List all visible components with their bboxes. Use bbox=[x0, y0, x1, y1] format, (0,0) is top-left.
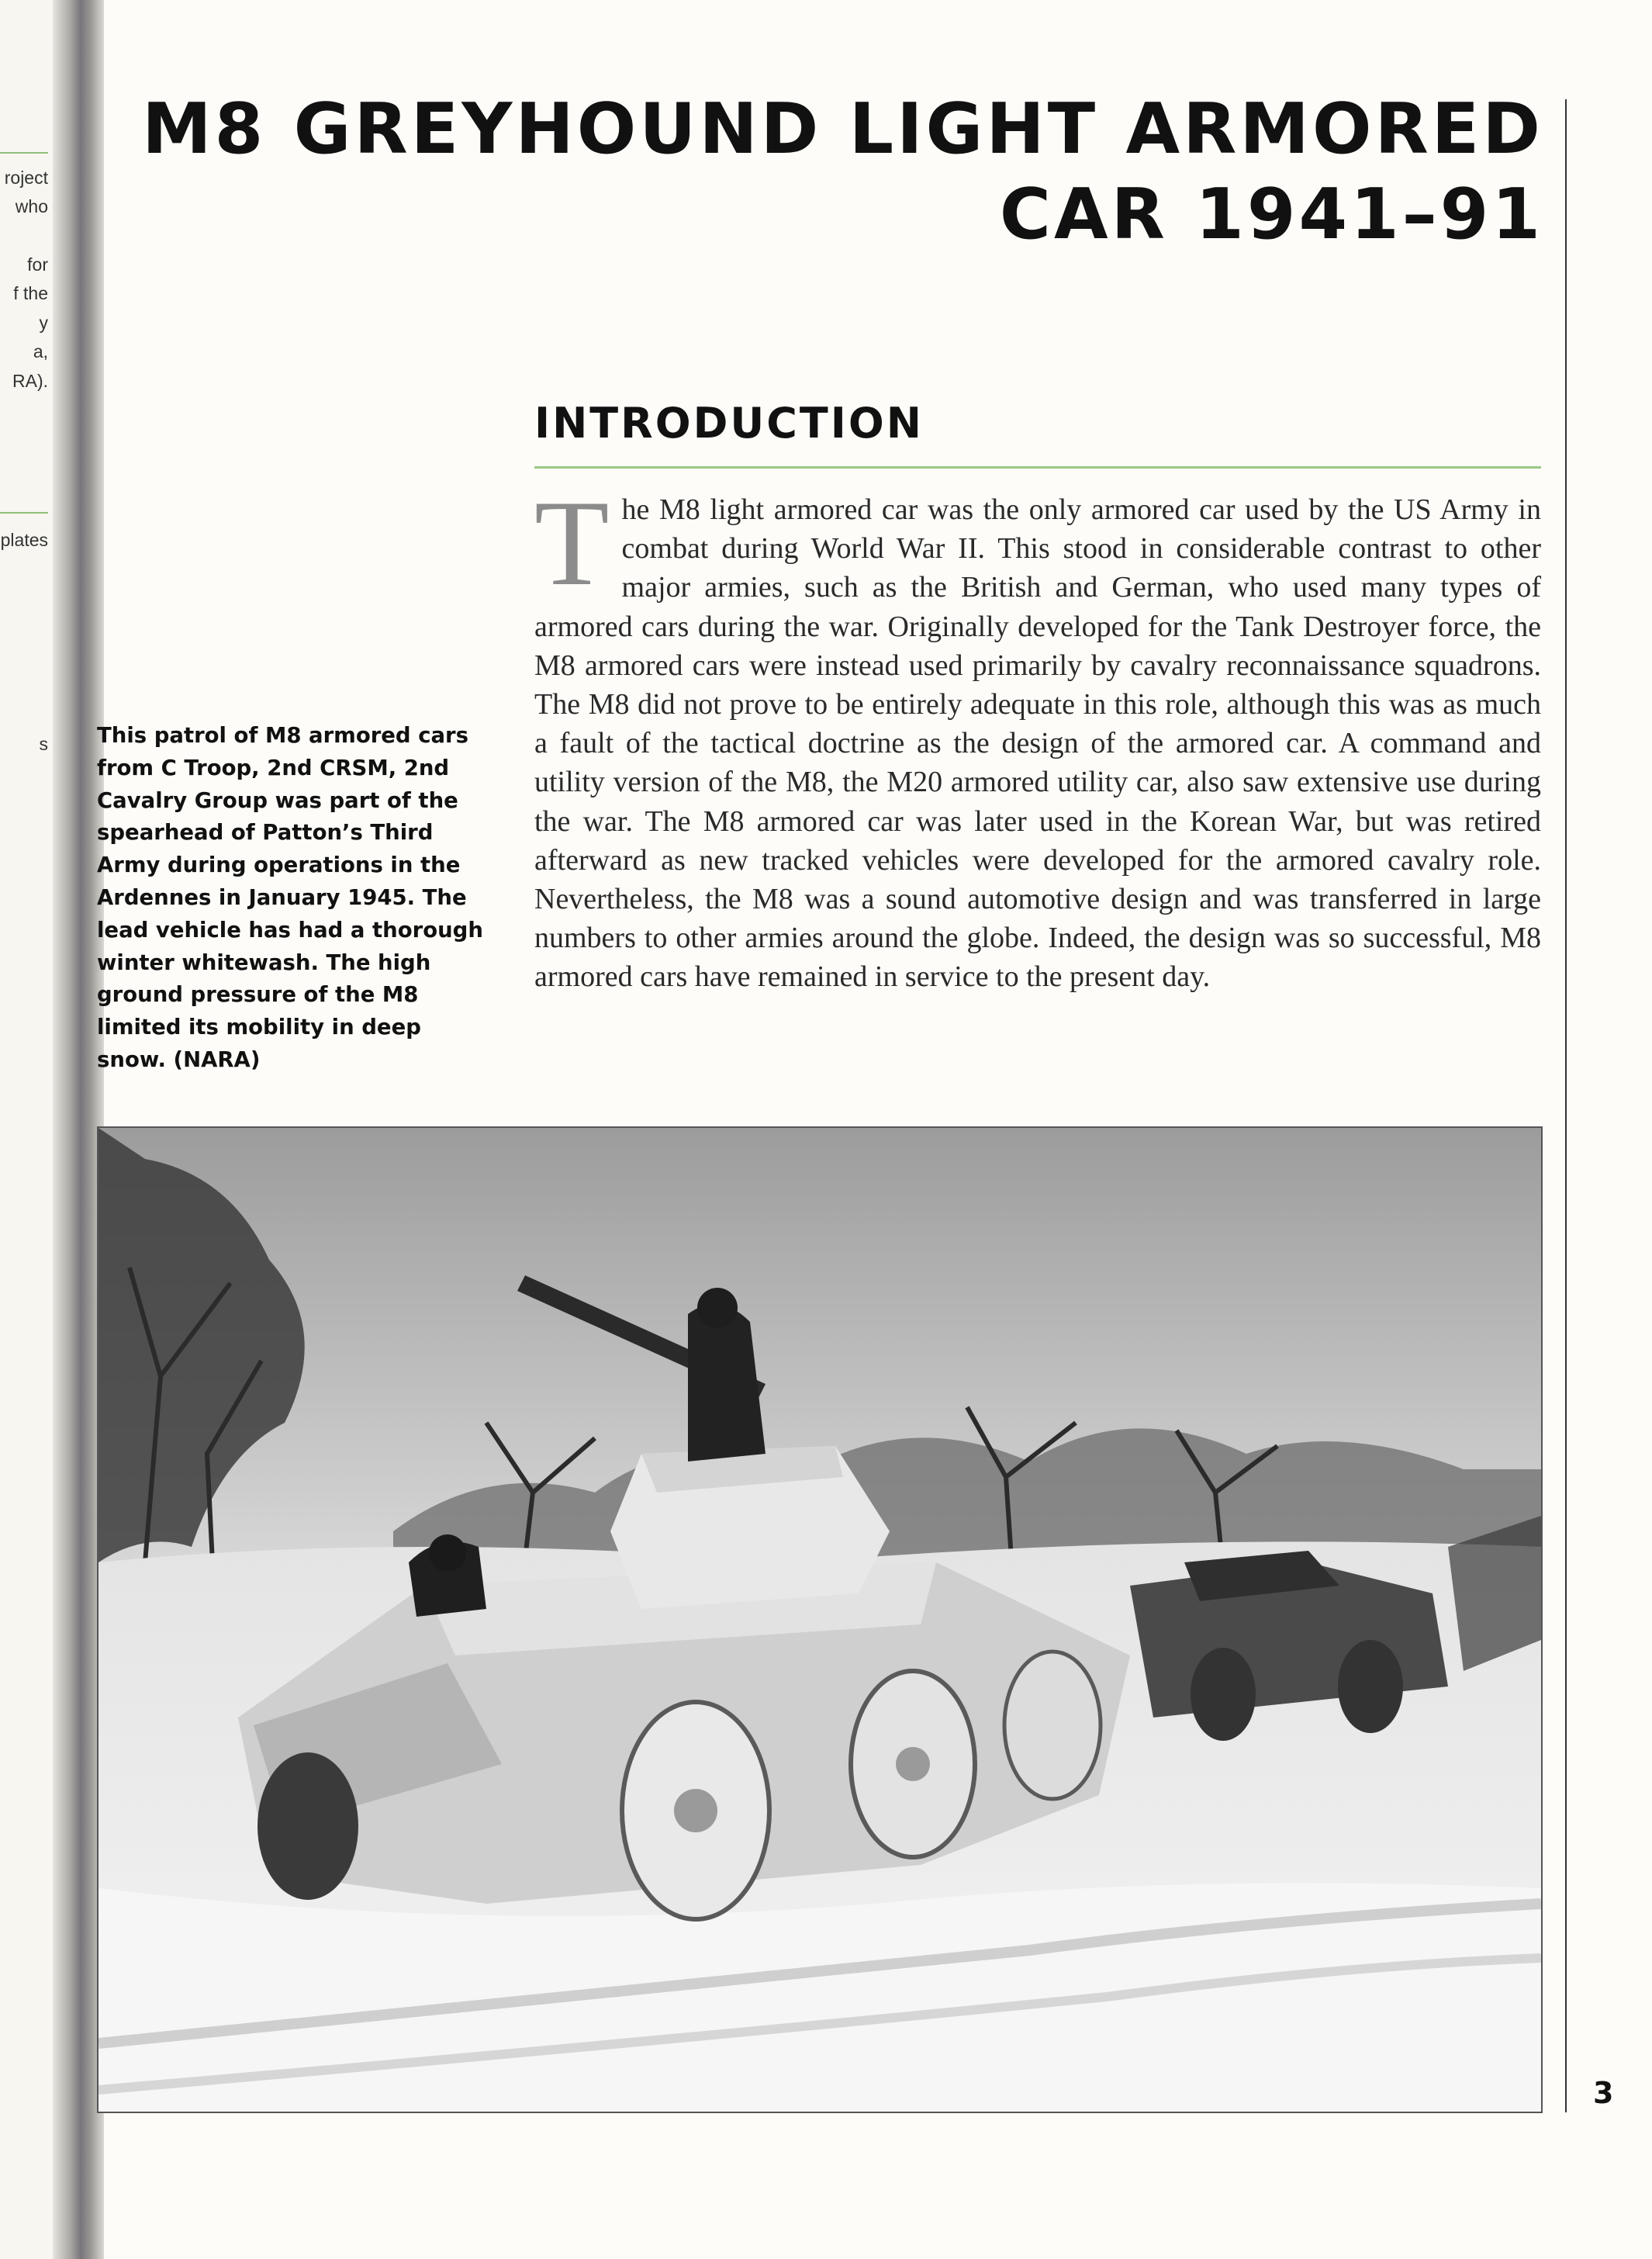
facing-page-text-line: s bbox=[39, 734, 48, 754]
section-heading: INTRODUCTION bbox=[534, 399, 924, 448]
facing-page-text-line: for bbox=[27, 254, 48, 275]
facing-page-rule bbox=[0, 152, 48, 154]
facing-page-text-line: plates bbox=[0, 530, 48, 550]
page-title-line-1: M8 GREYHOUND LIGHT ARMORED bbox=[142, 88, 1543, 170]
page-title-line-2: CAR 1941–91 bbox=[999, 174, 1543, 255]
facing-page-fragment bbox=[0, 0, 53, 2259]
facing-page-rule bbox=[0, 512, 48, 514]
margin-rule bbox=[1565, 99, 1567, 2112]
intro-paragraph bbox=[534, 476, 1541, 997]
drop-cap: T bbox=[534, 476, 610, 611]
page-title bbox=[116, 87, 1543, 258]
facing-page-text-line: roject bbox=[4, 168, 48, 188]
facing-page-text-line: a, bbox=[33, 341, 48, 362]
page-number: 3 bbox=[1593, 2076, 1614, 2110]
facing-page-text-line: RA). bbox=[12, 371, 48, 391]
facing-page-text-line: f the bbox=[13, 283, 48, 303]
intro-paragraph-text: he M8 light armored car was the only armored car used by the US Army in combat during World War II. This stood in considerable contrast to other major armies, such as the British and German, who used many types of armored cars during the war. Originally developed for the Tank Destroyer force, the M8 armored cars were instead used primarily by cavalry reconnaissance squadrons. The M8 did not prove to be entirely adequate in this role, although this was as much a fault of the tactical doctrine as the design of the armored car. A command and utility version of the M8, the M20 armored utility car, also saw extensive use during the war. The M8 armored car was later used in the Korean War, but was retired afterward as new tracked vehicles were developed for the armored cavalry role. Nevertheless, the M8 was a sound automotive design and was transferred in large numbers to other armies around the globe. Indeed, the design was so successful, M8 armored cars have remained in service to the present day. bbox=[534, 493, 1541, 994]
facing-page-text-line: who bbox=[15, 196, 48, 216]
facing-page-text-line: y bbox=[39, 313, 48, 333]
photograph-m8-armored-cars-in-snow bbox=[97, 1126, 1543, 2113]
section-heading-rule bbox=[534, 466, 1541, 469]
photo-caption: This patrol of M8 armored cars from C Troop, 2nd CRSM, 2nd Cavalry Group was part of the spearhead of Patton’s Third Army during operations in the Ardennes in January 1945. The lead vehicle has had a thorough winter whitewash. The high ground pressure of the M8 limited its mobility in deep snow. (NARA) bbox=[97, 723, 483, 1072]
